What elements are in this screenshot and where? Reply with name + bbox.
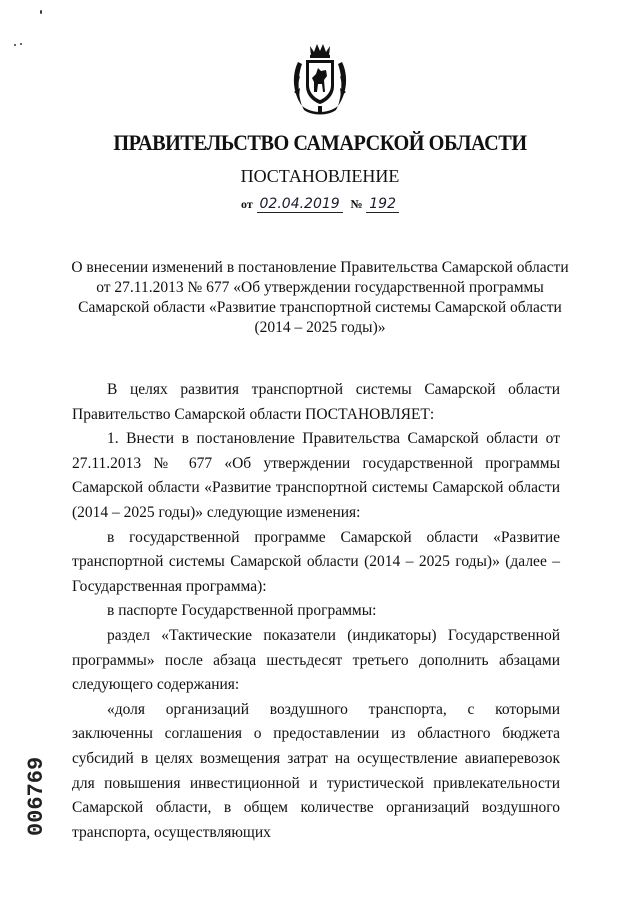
date-number-line [0,196,640,213]
date-value: 02.04.2019 [257,196,343,213]
subject-line: О внесении изменений в постановление Правительства Самарской области [71,259,569,276]
body-paragraph: В целях развития транспортной системы Самарской области Правительство Самарской области ПОСТАНОВЛЯЕТ: [72,381,560,423]
scan-speck [40,10,42,14]
body-paragraph: 1. Внести в постановление Правительства Самарской области от 27.11.2013 № 677 «Об утверждении государственной программы Самарской области «Развитие транспортной системы Самарской области (2014 – 2025 годы)» следующие изменения: [72,430,560,521]
government-title: ПРАВИТЕЛЬСТВО САМАРСКОЙ ОБЛАСТИ [113,130,527,155]
document-serial-number: 006769 [24,756,49,836]
number-label: № [350,197,363,211]
subject-line: Самарской области «Развитие транспортной системы Самарской области [78,299,562,316]
document-type: ПОСТАНОВЛЕНИЕ [240,166,400,186]
body-paragraph: «доля организаций воздушного транспорта, с которыми заключенны соглашения о предоставлении из областного бюджета субсидий в целях возмещения затрат на осуществление авиаперевозок для повышения инвестиционной и туристической привлекательности Самарской области, в общем количестве организаций воздушного транспорта, осуществляющих [72,700,560,841]
subject-line: от 27.11.2013 № 677 «Об утверждении государственной программы [96,279,544,296]
scan-speck [14,44,16,46]
date-label: от [241,197,253,211]
document-body [72,378,560,845]
body-paragraph: в паспорте Государственной программы: [107,602,377,620]
subject-line: (2014 – 2025 годы)» [254,319,386,336]
scan-speck [20,43,22,45]
body-paragraph: в государственной программе Самарской области «Развитие транспортной системы Самарской области (2014 – 2025 годы)» (далее – Государственная программа): [72,528,560,595]
samara-coat-of-arms-icon [288,40,352,118]
body-paragraph: раздел «Тактические показатели (индикаторы) Государственной программы» после абзаца шестьдесят третьего дополнить абзацами следующего содержания: [72,626,560,694]
number-value: 192 [366,196,399,213]
document-subject [70,258,570,338]
